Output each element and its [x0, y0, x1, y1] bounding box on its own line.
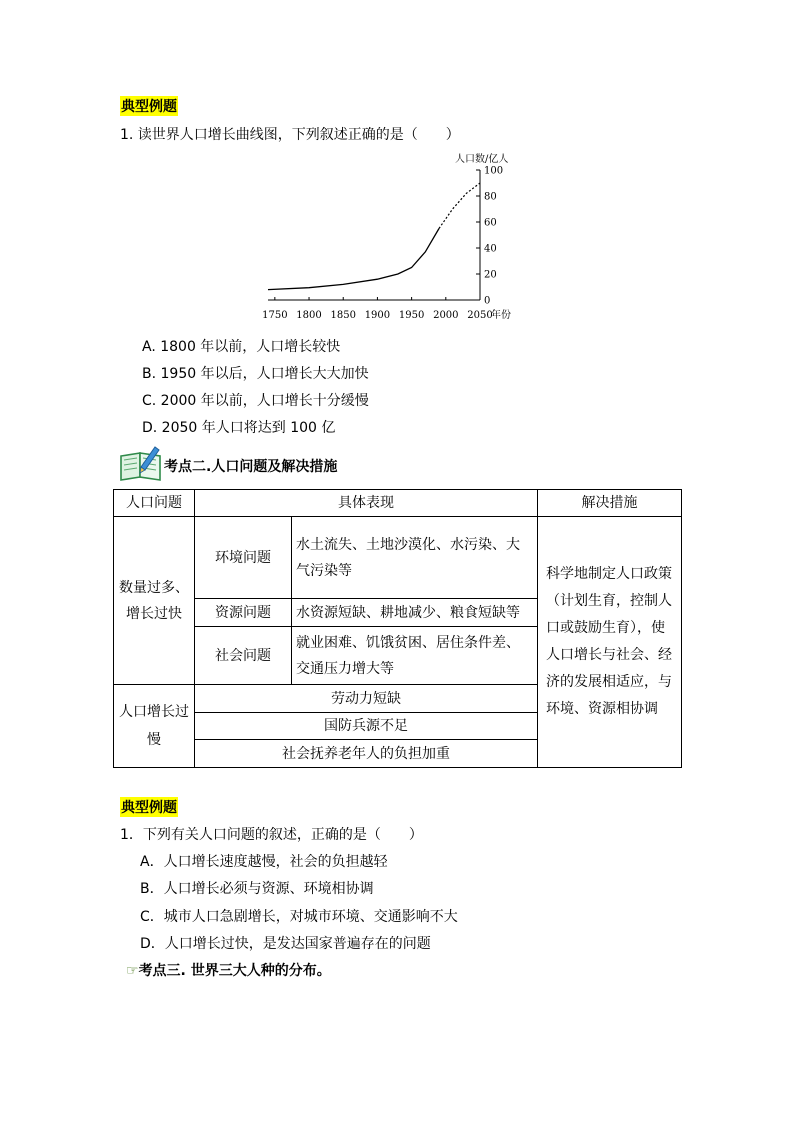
- cell-soc-text: 就业困难、饥饿贫困、居住条件差、交通压力增大等: [292, 627, 538, 685]
- y-tick-label: 0: [484, 295, 491, 307]
- example-heading-2: 典型例题: [120, 797, 178, 817]
- x-tick-label: 2000: [433, 310, 459, 321]
- population-problems-table: [113, 489, 682, 768]
- cell-env-text: 水土流失、土地沙漠化、水污染、大气污染等: [292, 517, 538, 599]
- cell-slow-1: 劳动力短缺: [195, 685, 538, 713]
- option-b-2[interactable]: B．人口增长必须与资源、环境相协调: [140, 881, 374, 897]
- cell-solution: 科学地制定人口政策（计划生育，控制人口或鼓励生育），使人口增长与社会、经济的发展相适应，与环境、资源相协调: [538, 517, 682, 768]
- y-tick-label: 20: [484, 269, 497, 281]
- y-tick-label: 80: [484, 191, 497, 203]
- kaodian-2-title: 考点二.人口问题及解决措施: [164, 459, 338, 475]
- option-b-1[interactable]: B. 1950 年以后，人口增长大大加快: [142, 366, 369, 382]
- population-curve-projected: [439, 183, 480, 229]
- y-tick-label: 100: [484, 165, 504, 177]
- option-c-1[interactable]: C. 2000 年以前，人口增长十分缓慢: [142, 393, 369, 409]
- option-d-2[interactable]: D．人口增长过快，是发达国家普遍存在的问题: [140, 936, 431, 952]
- x-tick-label: 2050: [467, 310, 493, 321]
- y-tick-label: 40: [484, 243, 497, 255]
- cell-too-many: 数量过多、增长过快: [114, 517, 195, 685]
- chart-labels: [262, 152, 511, 321]
- pointing-hand-icon: ☞: [126, 963, 139, 979]
- x-tick-label: 1750: [262, 310, 288, 321]
- x-tick-label: 1900: [364, 310, 391, 321]
- kaodian-3-title: 考点三. 世界三大人种的分布。: [138, 963, 331, 979]
- header-solution: 解决措施: [538, 490, 682, 517]
- population-growth-chart: [262, 150, 522, 322]
- chart-marks: [268, 183, 480, 290]
- x-axis-label: 年份: [491, 310, 511, 321]
- y-axis-label: 人口数/亿人: [455, 154, 509, 165]
- cell-slow-2: 国防兵源不足: [195, 713, 538, 740]
- cell-res-text: 水资源短缺、耕地减少、粮食短缺等: [292, 599, 538, 627]
- example-heading-1: 典型例题: [120, 96, 178, 116]
- y-tick-label: 60: [484, 217, 497, 229]
- option-a-1[interactable]: A. 1800 年以前，人口增长较快: [142, 339, 341, 355]
- book-pen-icon: [118, 444, 164, 482]
- question-1: 1. 读世界人口增长曲线图，下列叙述正确的是（ ）: [120, 127, 460, 143]
- x-tick-label: 1800: [296, 310, 322, 321]
- x-tick-label: 1950: [398, 310, 425, 321]
- option-d-1[interactable]: D. 2050 年人口将达到 100 亿: [142, 420, 336, 436]
- population-curve-solid: [268, 229, 439, 290]
- cell-slow-3: 社会抚养老年人的负担加重: [195, 740, 538, 768]
- cell-env-label: 环境问题: [195, 517, 292, 599]
- header-problem: 人口问题: [114, 490, 195, 517]
- kaodian-3: [126, 960, 331, 980]
- cell-soc-label: 社会问题: [195, 627, 292, 685]
- option-a-2[interactable]: A．人口增长速度越慢，社会的负担越轻: [140, 854, 388, 870]
- option-c-2[interactable]: C．城市人口急剧增长，对城市环境、交通影响不大: [140, 909, 458, 925]
- question-2: 1．下列有关人口问题的叙述，正确的是（ ）: [120, 827, 423, 843]
- cell-too-slow: 人口增长过慢: [114, 685, 195, 768]
- header-manifestation: 具体表现: [195, 490, 538, 517]
- cell-res-label: 资源问题: [195, 599, 292, 627]
- chart-axes: [268, 170, 480, 300]
- x-tick-label: 1850: [330, 310, 356, 321]
